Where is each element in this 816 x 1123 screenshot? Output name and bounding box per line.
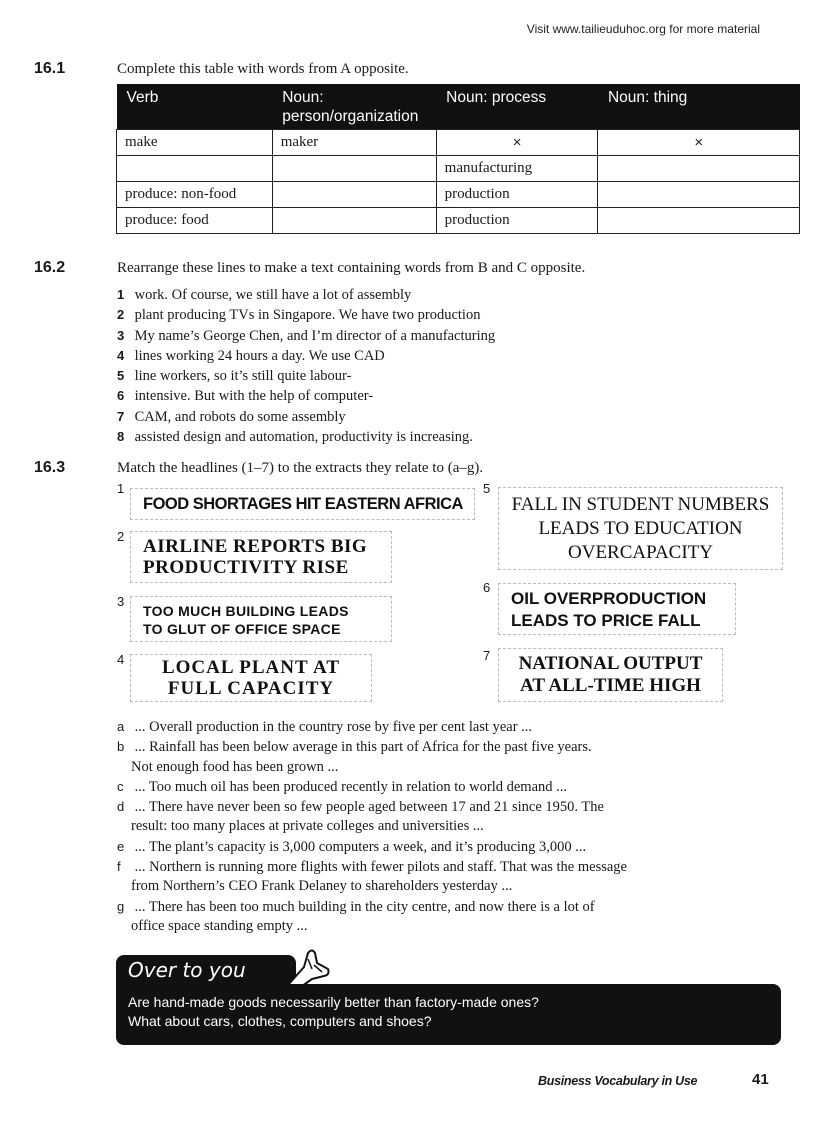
extracts-list xyxy=(117,717,807,936)
list-item: f ... Northern is running more flights with fewer pilots and staff. That was the message from Northern’s CEO Frank Delaney to shareholders yesterday ... xyxy=(117,859,627,895)
table-header-row xyxy=(117,84,800,130)
list-item: 2 plant producing TVs in Singapore. We have two production xyxy=(117,307,481,324)
column-header-person: Noun: person/organization xyxy=(272,84,436,130)
table-cell-blank[interactable] xyxy=(598,182,800,208)
table-cell-blank[interactable] xyxy=(117,156,273,182)
exercise-number-16-1: 16.1 xyxy=(34,60,66,77)
headline-number: 7 xyxy=(483,648,491,663)
list-item: 1 work. Of course, we still have a lot of assembly xyxy=(117,287,412,303)
table-cell: production xyxy=(436,208,598,234)
table-cell: maker xyxy=(272,130,436,156)
table-cell: production xyxy=(436,182,598,208)
table-cell-cross: × xyxy=(436,130,598,156)
headline-4: LOCAL PLANT AT FULL CAPACITY xyxy=(130,654,372,702)
list-item: 4 lines working 24 hours a day. We use CAD xyxy=(117,347,385,364)
headline-2: AIRLINE REPORTS BIG PRODUCTIVITY RISE xyxy=(130,531,392,583)
list-item: 8 assisted design and automation, productivity is increasing. xyxy=(117,429,473,446)
list-item: 7 CAM, and robots do some assembly xyxy=(117,408,346,425)
table-cell-cross: × xyxy=(598,130,800,156)
headline-number: 4 xyxy=(117,652,125,667)
list-item: b ... Rainfall has been below average in this part of Africa for the past five years. Not enough food has been grown ... xyxy=(117,739,592,775)
headline-number: 1 xyxy=(117,481,125,496)
exercise-number-16-2: 16.2 xyxy=(34,259,66,276)
column-header-verb: Verb xyxy=(117,84,273,130)
vocabulary-table xyxy=(116,84,800,234)
table-cell: produce: non-food xyxy=(117,182,273,208)
page-number: 41 xyxy=(752,1071,769,1088)
list-item: c ... Too much oil has been produced recently in relation to world demand ... xyxy=(117,778,568,795)
headline-6: OIL OVERPRODUCTION LEADS TO PRICE FALL xyxy=(498,583,736,635)
list-item: 5 line workers, so it’s still quite labour- xyxy=(117,368,352,385)
source-link[interactable]: Visit www.tailieuduhoc.org for more material xyxy=(526,22,760,36)
exercise-number-16-3: 16.3 xyxy=(34,459,66,476)
headline-number: 2 xyxy=(117,529,125,544)
exercise-16-3-instruction: Match the headlines (1–7) to the extracts they relate to (a–g). xyxy=(117,460,484,476)
over-to-you-panel xyxy=(116,984,781,1045)
table-cell: produce: food xyxy=(117,208,273,234)
headline-number: 3 xyxy=(117,594,125,609)
table-cell: manufacturing xyxy=(436,156,598,182)
list-item: a ... Overall production in the country rose by five per cent last year ... xyxy=(117,719,533,735)
list-item: 6 intensive. But with the help of computer- xyxy=(117,388,374,405)
headline-1: FOOD SHORTAGES HIT EASTERN AFRICA xyxy=(130,488,475,520)
column-header-thing: Noun: thing xyxy=(598,84,800,130)
table-row xyxy=(117,156,800,182)
table-cell-blank[interactable] xyxy=(598,156,800,182)
list-item: e ... The plant’s capacity is 3,000 computers a week, and it’s producing 3,000 ... xyxy=(117,838,587,855)
table-cell: make xyxy=(117,130,273,156)
headline-number: 5 xyxy=(483,481,491,496)
rearrange-lines-list xyxy=(117,285,495,447)
headline-7: NATIONAL OUTPUT AT ALL-TIME HIGH xyxy=(498,648,723,702)
list-item: 3 My name’s George Chen, and I’m director of a manufacturing xyxy=(117,327,496,344)
exercise-16-2-instruction: Rearrange these lines to make a text containing words from B and C opposite. xyxy=(117,260,586,276)
table-row xyxy=(117,208,800,234)
over-to-you-title: Over to you xyxy=(116,955,296,987)
headline-number: 6 xyxy=(483,580,491,595)
over-to-you-question: What about cars, clothes, computers and shoes? xyxy=(128,1013,432,1029)
exercise-16-1-instruction: Complete this table with words from A opposite. xyxy=(117,61,409,77)
column-header-process: Noun: process xyxy=(436,84,598,130)
table-row xyxy=(117,130,800,156)
table-cell-blank[interactable] xyxy=(272,156,436,182)
table-cell-blank[interactable] xyxy=(598,208,800,234)
list-item: d ... There have never been so few people aged between 17 and 21 since 1950. The result: too many places at private colleges and universities ... xyxy=(117,799,604,835)
headline-5: FALL IN STUDENT NUMBERS LEADS TO EDUCATION OVERCAPACITY xyxy=(498,487,783,570)
table-row xyxy=(117,182,800,208)
headline-3: TOO MUCH BUILDING LEADS TO GLUT OF OFFICE SPACE xyxy=(130,596,392,642)
over-to-you-question: Are hand-made goods necessarily better than factory-made ones? xyxy=(128,994,539,1010)
table-cell-blank[interactable] xyxy=(272,208,436,234)
table-cell-blank[interactable] xyxy=(272,182,436,208)
list-item: g ... There has been too much building in the city centre, and now there is a lot of office space standing empty ... xyxy=(117,898,595,934)
footer-book-title: Business Vocabulary in Use xyxy=(538,1074,698,1088)
